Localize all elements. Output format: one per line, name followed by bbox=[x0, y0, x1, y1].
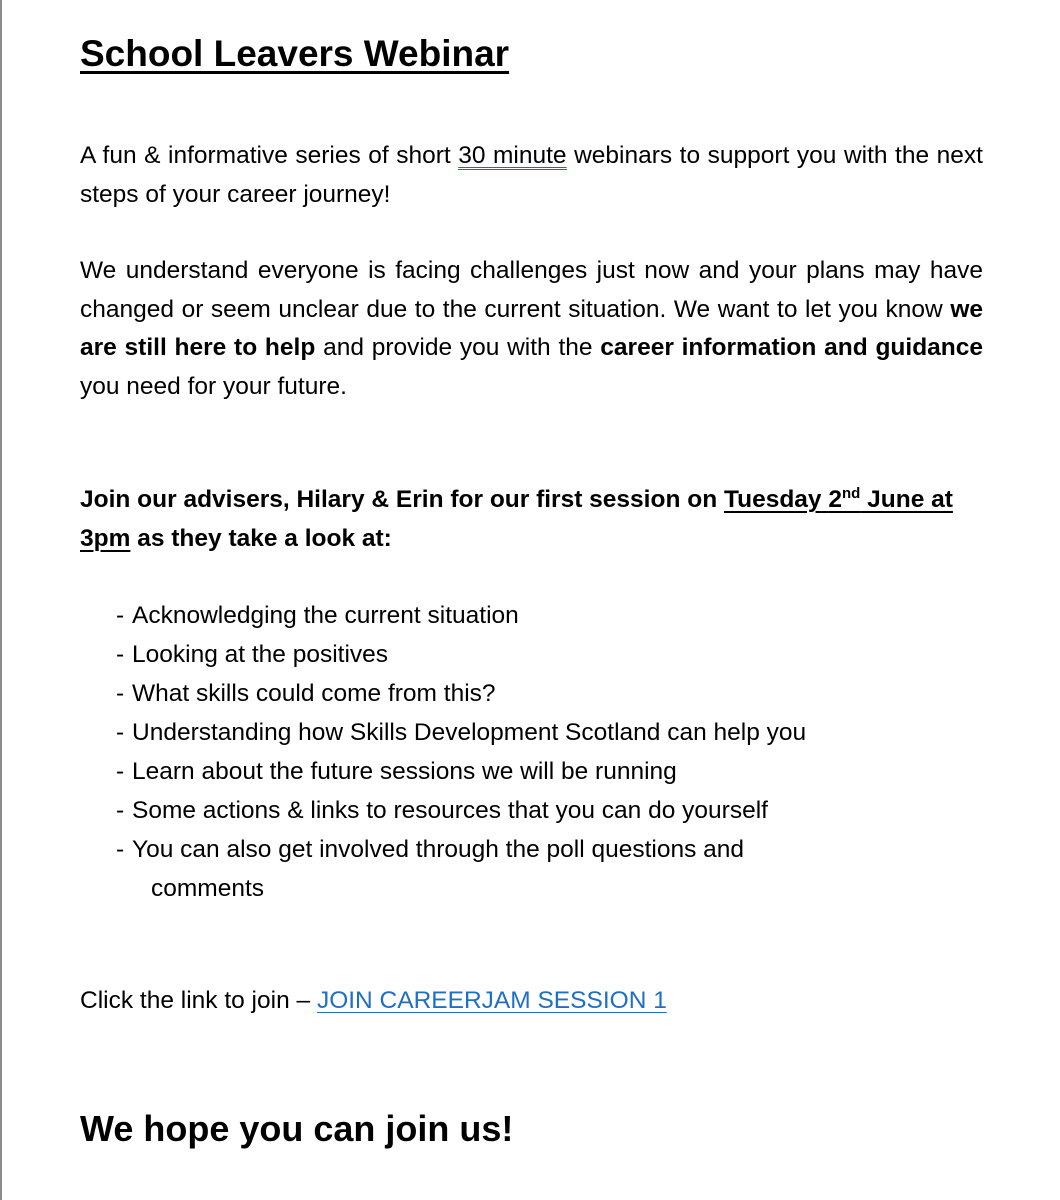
intro-paragraph bbox=[80, 137, 983, 214]
duration-highlight: 30 minute bbox=[458, 142, 567, 169]
bullet-dash: - bbox=[116, 719, 125, 746]
agenda-item bbox=[116, 830, 892, 908]
document-title: School Leavers Webinar bbox=[80, 33, 510, 74]
closing-heading: We hope you can join us! bbox=[80, 1108, 514, 1149]
session-date-num: 2 bbox=[828, 486, 843, 513]
bullet-dash: - bbox=[116, 680, 125, 707]
session-date-day: Tuesday bbox=[723, 486, 822, 513]
session-paragraph bbox=[80, 481, 960, 558]
agenda-item bbox=[116, 752, 902, 791]
agenda-item bbox=[116, 674, 902, 713]
agenda-item bbox=[116, 713, 902, 752]
support-paragraph bbox=[80, 252, 983, 406]
bullet-dash: - bbox=[116, 758, 125, 785]
support-text-1: We understand everyone is facing challenges just now and your plans may have changed or seem unclear due to the current situation. We want to let you know bbox=[80, 257, 983, 323]
bullet-dash: - bbox=[116, 602, 125, 629]
join-label: Click the link to join – bbox=[80, 987, 317, 1014]
agenda-item-text: You can also get involved through the poll questions and bbox=[132, 836, 745, 863]
agenda-item bbox=[116, 635, 902, 674]
session-date-rest: June at 3pm bbox=[80, 486, 953, 552]
agenda-item-text: Learn about the future sessions we will be running bbox=[132, 758, 677, 785]
agenda-list bbox=[116, 596, 902, 908]
session-text-end: as they take a look at: bbox=[130, 524, 392, 552]
support-bold-help: we are still here to help bbox=[80, 295, 983, 361]
agenda-item-continuation: comments bbox=[151, 875, 265, 902]
page-left-border bbox=[0, 0, 2, 1200]
join-session-link[interactable]: JOIN CAREERJAM SESSION 1 bbox=[316, 987, 667, 1014]
support-text-2: and provide you with the bbox=[315, 334, 601, 361]
bullet-dash: - bbox=[116, 797, 125, 824]
bullet-dash: - bbox=[116, 836, 125, 863]
support-bold-guidance: career information and guidance bbox=[600, 334, 983, 361]
agenda-item-text: Understanding how Skills Development Scotland can help you bbox=[132, 719, 807, 746]
agenda-item bbox=[116, 791, 902, 830]
intro-text-end: webinars to support you with the next steps of your career journey! bbox=[80, 142, 983, 208]
support-text-3: you need for your future. bbox=[80, 372, 347, 400]
agenda-item-text: Looking at the positives bbox=[132, 641, 389, 668]
agenda-item-text: Some actions & links to resources that you can do yourself bbox=[132, 797, 768, 824]
session-text-start: Join our advisers, Hilary & Erin for our first session on bbox=[80, 486, 724, 513]
agenda-item bbox=[116, 596, 902, 635]
join-line bbox=[80, 982, 667, 1020]
bullet-dash: - bbox=[116, 641, 125, 668]
agenda-item-text: Acknowledging the current situation bbox=[132, 602, 519, 629]
session-date-suffix: nd bbox=[842, 485, 861, 502]
agenda-item-text: What skills could come from this? bbox=[132, 680, 496, 707]
intro-text-start: A fun & informative series of short bbox=[80, 142, 459, 169]
